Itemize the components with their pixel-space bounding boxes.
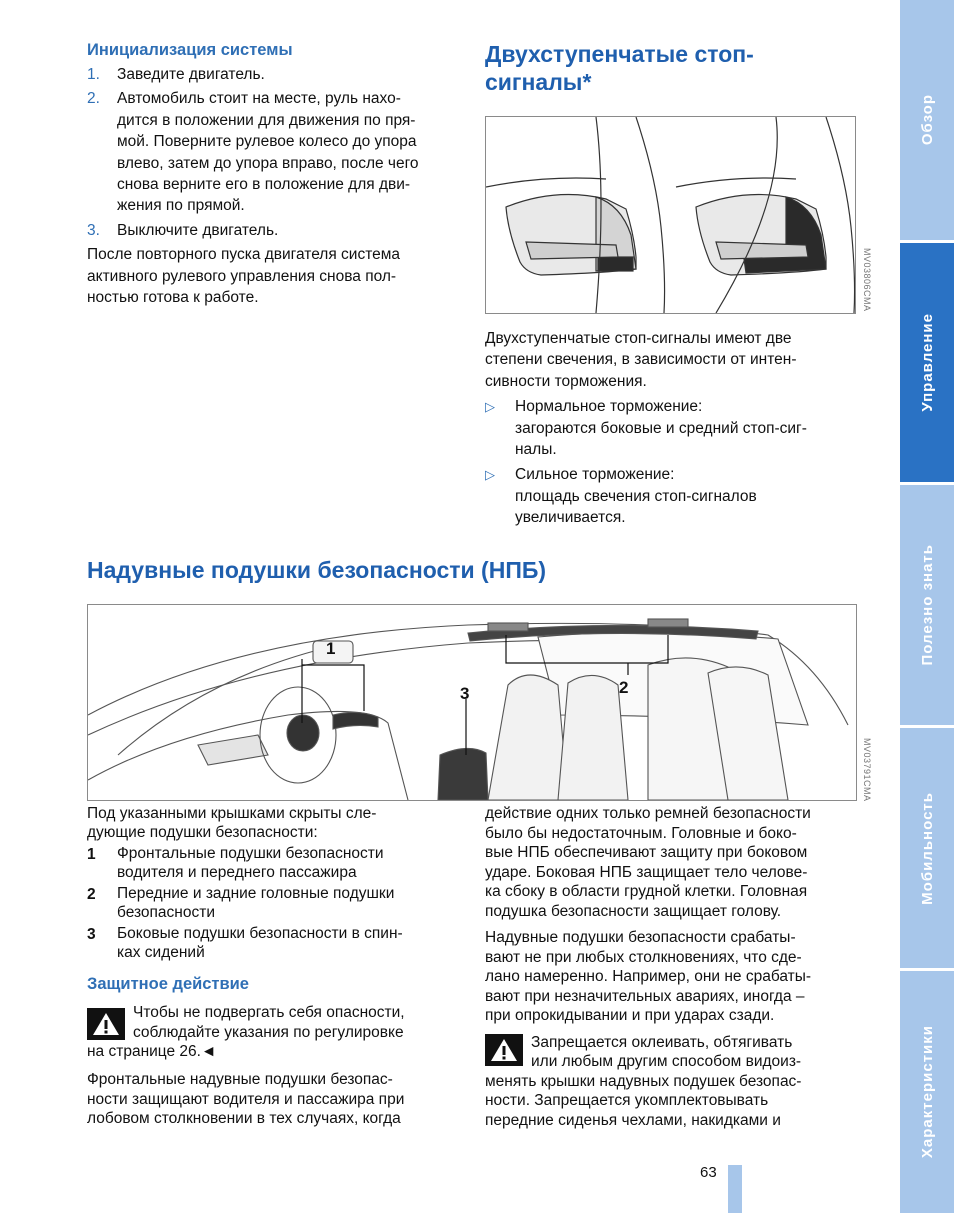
- tab-label: Характеристики: [918, 1025, 936, 1159]
- paragraph-line: ка сбоку в области грудной клетки. Головная: [485, 883, 808, 900]
- heading-line: сигналы*: [485, 69, 592, 95]
- paragraph-line: После повторного пуска двигателя система: [87, 246, 401, 264]
- step-1: [87, 64, 467, 85]
- paragraph-line: дующие подушки безопасности:: [87, 824, 318, 841]
- legend-line: Передние и задние головные подушки: [117, 885, 395, 902]
- step-line: Заведите двигатель.: [117, 66, 265, 83]
- step-line: Автомобиль стоит на месте, руль нахо-: [117, 90, 401, 108]
- legend-item-1: [87, 844, 457, 882]
- paragraph-line: ности защищают водителя и пассажира при: [87, 1090, 405, 1108]
- step-number: 3.: [87, 221, 100, 239]
- heading-airbags: Надувные подушки безопасности (НПБ): [87, 557, 547, 583]
- step-3: [87, 220, 467, 241]
- legend-line: ках сидений: [117, 944, 205, 961]
- brake-lights-figure: [485, 116, 856, 314]
- warning-line: ности. Запрещается укомплектовывать: [485, 1092, 769, 1109]
- warning-icon: [485, 1034, 523, 1066]
- callout-3: 3: [460, 684, 470, 703]
- bullet-line: площадь свечения стоп-сигналов: [515, 487, 757, 505]
- warning-line: на странице 26.◄: [87, 1043, 217, 1060]
- brake-lights-text: [485, 328, 855, 529]
- tab-mobility[interactable]: [900, 728, 954, 968]
- step-number: 2.: [87, 90, 100, 108]
- paragraph-line: при опрокидывании и при ударах сзади.: [485, 1007, 775, 1024]
- paragraph-line: ностью готова к работе.: [87, 289, 259, 307]
- tab-label: Обзор: [918, 94, 936, 146]
- legend-key: 3: [87, 926, 96, 943]
- legend-item-3: [87, 924, 457, 962]
- legend-line: безопасности: [117, 904, 215, 921]
- subtitle-protective-action: Защитное действие: [87, 975, 249, 993]
- warning-line: Чтобы не подвергать себя опасности,: [133, 1004, 405, 1021]
- bullet-line: загораются боковые и средний стоп-сиг-: [515, 419, 807, 437]
- figure-code-airbags: MV03791CMA: [862, 738, 872, 802]
- step-line: Выключите двигатель.: [117, 221, 279, 239]
- warning-line: менять крышки надувных подушек безопас-: [485, 1072, 802, 1090]
- tab-label: Полезно знать: [918, 544, 936, 666]
- paragraph-line: Под указанными крышками скрыты сле-: [87, 805, 377, 822]
- figure-code-brake: MV03806CMA: [862, 248, 872, 312]
- paragraph-line: было бы недостаточным. Головные и боко-: [485, 824, 797, 842]
- para-frontal-airbags: [87, 1070, 457, 1129]
- legend-line: Фронтальные подушки безопасности: [117, 845, 384, 862]
- brake-lights-illustration: [486, 117, 855, 313]
- subtitle-system-init: Инициализация системы: [87, 41, 293, 59]
- tab-specifications[interactable]: [900, 971, 954, 1213]
- paragraph-line: ударе. Боковая НПБ защищает тело челове-: [485, 863, 808, 881]
- heading-line: Двухступенчатые стоп-: [485, 41, 754, 67]
- init-steps: [87, 64, 467, 308]
- legend-item-2: [87, 884, 457, 922]
- paragraph-line: активного рулевого управления снова пол-: [87, 267, 397, 285]
- paragraph-line: Двухступенчатые стоп-сигналы имеют две: [485, 330, 792, 347]
- tab-label: Мобильность: [918, 791, 936, 905]
- intro-paragraph: [485, 328, 855, 392]
- warning-line: Запрещается оклеивать, обтягивать: [531, 1033, 793, 1051]
- paragraph-line: подушка безопасности защищает голову.: [485, 902, 782, 920]
- car-interior-illustration: [88, 605, 856, 800]
- paragraph-line: лано намеренно. Например, они не срабаты-: [485, 968, 812, 985]
- step-line: влево, затем до упора вправо, после чего: [117, 154, 419, 172]
- paragraph-line: действие одних только ремней безопасности: [485, 805, 811, 822]
- tab-controls[interactable]: [900, 243, 954, 482]
- paragraph-line: сивности торможения.: [485, 372, 647, 390]
- page-number: 63: [700, 1164, 717, 1181]
- step-line: снова верните его в положение для дви-: [117, 176, 411, 194]
- warning-triangle-icon: [489, 1037, 519, 1063]
- legend-line: Боковые подушки безопасности в спин-: [117, 925, 403, 942]
- warning-line: или любым другим способом видоиз-: [531, 1053, 802, 1070]
- airbags-figure: [87, 604, 857, 801]
- bullet-hard-braking: [485, 464, 855, 528]
- airbags-left-column: [87, 804, 457, 964]
- step-line: жения по прямой.: [117, 197, 245, 215]
- paragraph-line: Надувные подушки безопасности срабаты-: [485, 929, 796, 946]
- bullet-line: увеличивается.: [515, 509, 626, 527]
- after-paragraph: [87, 244, 467, 308]
- legend-intro: [87, 804, 457, 842]
- step-number: 1.: [87, 66, 100, 83]
- warning-line: соблюдайте указания по регулировке: [133, 1023, 404, 1041]
- paragraph-line: вают при незначительных авариях, иногда –: [485, 987, 805, 1005]
- legend-key: 1: [87, 846, 96, 863]
- airbags-right-column: [485, 804, 860, 1130]
- warning-1: [87, 1003, 457, 1062]
- triangle-bullet-icon: ▷: [485, 399, 495, 415]
- page-marker: [728, 1165, 742, 1213]
- step-2: [87, 88, 467, 216]
- tab-useful-info[interactable]: [900, 485, 954, 725]
- paragraph-line: лобовом столкновении в тех случаях, когда: [87, 1110, 401, 1127]
- callout-1: 1: [326, 639, 336, 658]
- warning-2: [485, 1033, 860, 1131]
- step-line: дится в положении для движения по пря-: [117, 111, 416, 129]
- bullet-line: налы.: [515, 441, 557, 459]
- legend-key: 2: [87, 886, 96, 903]
- bullet-line: Сильное торможение:: [515, 466, 675, 484]
- legend-line: водителя и переднего пассажира: [117, 864, 357, 881]
- tab-label: Управление: [918, 313, 936, 412]
- paragraph-line: Фронтальные надувные подушки безопас-: [87, 1071, 393, 1088]
- para-continued: [485, 804, 860, 921]
- bullet-line: Нормальное торможение:: [515, 398, 703, 416]
- heading-brake-lights: [485, 40, 754, 96]
- tab-overview[interactable]: [900, 0, 954, 240]
- warning-line: передние сиденья чехлами, накидками и: [485, 1111, 781, 1129]
- sidebar: [900, 0, 954, 1213]
- triangle-bullet-icon: ▷: [485, 467, 495, 483]
- paragraph-line: вают не при любых столкновениях, что сде-: [485, 948, 802, 966]
- paragraph-line: вые НПБ обеспечивают защиту при боковом: [485, 844, 808, 861]
- step-line: мой. Поверните рулевое колесо до упора: [117, 133, 417, 151]
- callout-2: 2: [619, 678, 629, 697]
- para-deployment: [485, 928, 860, 1026]
- paragraph-line: степени свечения, в зависимости от интен-: [485, 351, 797, 369]
- bullet-normal-braking: [485, 396, 855, 460]
